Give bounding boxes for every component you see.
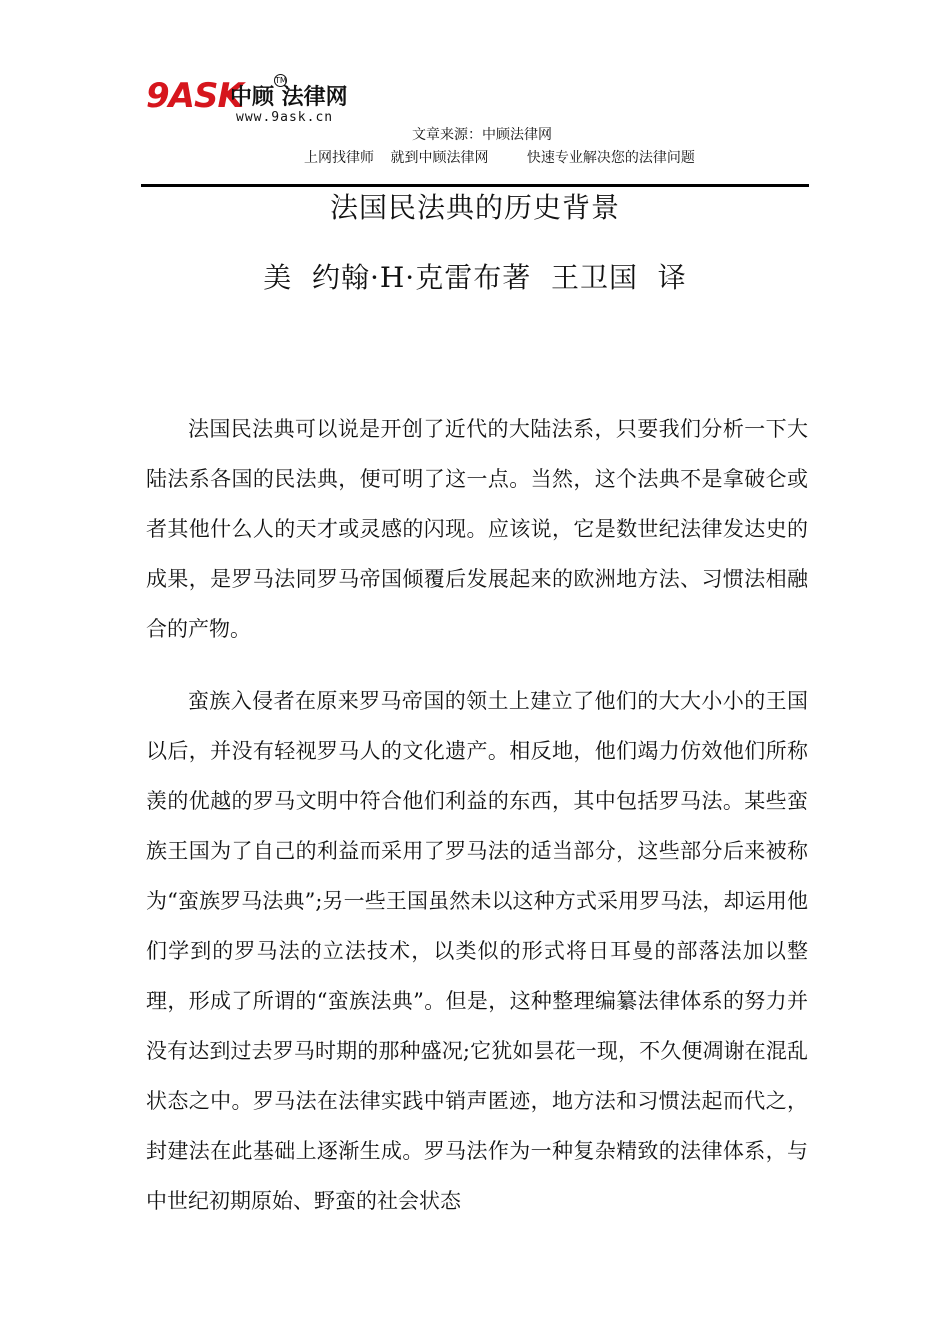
tagline-part-3: 快速专业解决您的法律问题	[526, 150, 695, 166]
site-logo[interactable]	[146, 74, 361, 130]
article-title: 法国民法典的历史背景	[329, 191, 620, 224]
article-body	[146, 404, 808, 1226]
paragraph: 法国民法典可以说是开创了近代的大陆法系，只要我们分析一下大陆法系各国的民法典，便可明了这一点。当然，这个法典不是拿破仑或者其他什么人的天才或灵感的闪现。应该说，它是数世纪法律发达史的成果，是罗马法同罗马帝国倾覆后发展起来的欧洲地方法、习惯法相融合的产物。	[146, 417, 808, 641]
tagline-part-1: 上网找律师	[304, 150, 374, 166]
paragraph: 蛮族入侵者在原来罗马帝国的领土上建立了他们的大大小小的王国以后，并没有轻视罗马人的文化遗产。相反地，他们竭力仿效他们所称羡的优越的罗马文明中符合他们利益的东西，其中包括罗马法。某些蛮族王国为了自己的利益而采用了罗马法的适当部分，这些部分后来被称为“蛮族罗马法典”;另一些王国虽然未以这种方式采用罗马法，却运用他们学到的罗马法的立法技术，以类似的形式将日耳曼的部落法加以整理，形成了所谓的“蛮族法典”。但是，这种整理编纂法律体系的努力并没有达到过去罗马时期的那种盛况;它犹如昙花一现，不久便凋谢在混乱状态之中。罗马法在法律实践中销声匿迹，地方法和习惯法起而代之，封建法在此基础上逐渐生成。罗马法作为一种复杂精致的法律体系，与中世纪初期原始、野蛮的社会状态	[146, 689, 808, 1213]
logo-mark: 9ASK	[146, 76, 243, 116]
tagline-part-2: 就到中顾法律网	[390, 150, 489, 166]
source-line: 文章来源：中顾法律网	[412, 127, 552, 143]
article-author: 美 约翰·H·克雷布著 王卫国 译	[263, 261, 687, 294]
tagline	[304, 147, 695, 167]
trademark-icon: TM	[275, 76, 287, 85]
logo-name: 中顾 法律网	[230, 85, 348, 110]
logo-url: www.9ask.cn	[236, 110, 334, 125]
